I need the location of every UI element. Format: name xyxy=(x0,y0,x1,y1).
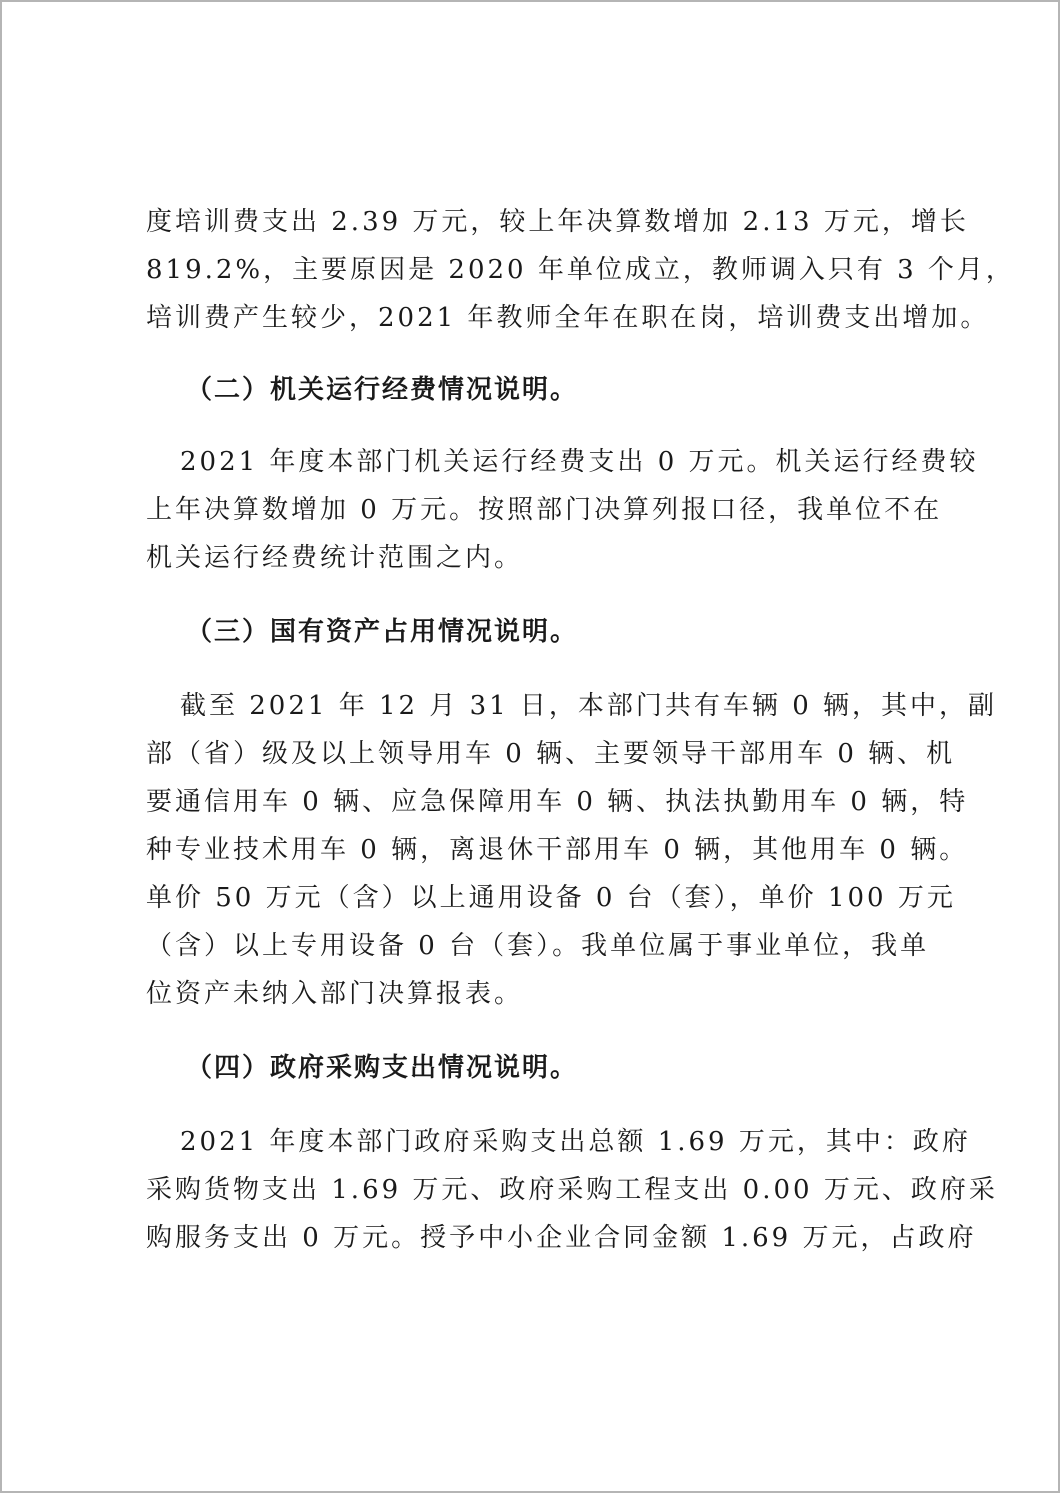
text-line: 819.2%，主要原因是 2020 年单位成立，教师调入只有 3 个月， xyxy=(146,255,1015,285)
text-line: 上年决算数增加 0 万元。按照部门决算列报口径，我单位不在 xyxy=(146,495,943,525)
text-line: 培训费产生较少，2021 年教师全年在职在岗，培训费支出增加。 xyxy=(146,303,990,333)
text-line: 位资产未纳入部门决算报表。 xyxy=(146,979,524,1009)
text-line: 采购货物支出 1.69 万元、政府采购工程支出 0.00 万元、政府采 xyxy=(146,1175,998,1205)
paragraph-operating-funds xyxy=(146,438,979,582)
text-line: 2021 年度本部门机关运行经费支出 0 万元。机关运行经费较 xyxy=(180,447,979,477)
paragraph-procurement xyxy=(146,1118,998,1262)
text-line: 单价 50 万元（含）以上通用设备 0 台（套），单价 100 万元 xyxy=(146,883,956,913)
paragraph-state-assets xyxy=(146,682,997,1018)
document-body xyxy=(146,198,1015,1262)
text-line: 种专业技术用车 0 辆，离退休干部用车 0 辆，其他用车 0 辆。 xyxy=(146,835,969,865)
section-heading-procurement: （四）政府采购支出情况说明。 xyxy=(186,1053,579,1083)
text-line: 度培训费支出 2.39 万元，较上年决算数增加 2.13 万元，增长 xyxy=(146,207,969,237)
paragraph-training-fee xyxy=(146,198,1015,342)
text-line: （含）以上专用设备 0 台（套）。我单位属于事业单位，我单 xyxy=(146,931,930,961)
text-line: 购服务支出 0 万元。授予中小企业合同金额 1.69 万元，占政府 xyxy=(146,1223,977,1253)
text-line: 截至 2021 年 12 月 31 日，本部门共有车辆 0 辆，其中，副 xyxy=(180,691,997,721)
section-heading-state-assets: （三）国有资产占用情况说明。 xyxy=(186,617,579,647)
section-heading-operating-funds: （二）机关运行经费情况说明。 xyxy=(186,375,579,405)
text-line: 部（省）级及以上领导用车 0 辆、主要领导干部用车 0 辆、机 xyxy=(146,739,956,769)
text-line: 要通信用车 0 辆、应急保障用车 0 辆、执法执勤用车 0 辆，特 xyxy=(146,787,969,817)
text-line: 机关运行经费统计范围之内。 xyxy=(146,543,524,573)
text-line: 2021 年度本部门政府采购支出总额 1.69 万元，其中：政府 xyxy=(180,1127,971,1157)
